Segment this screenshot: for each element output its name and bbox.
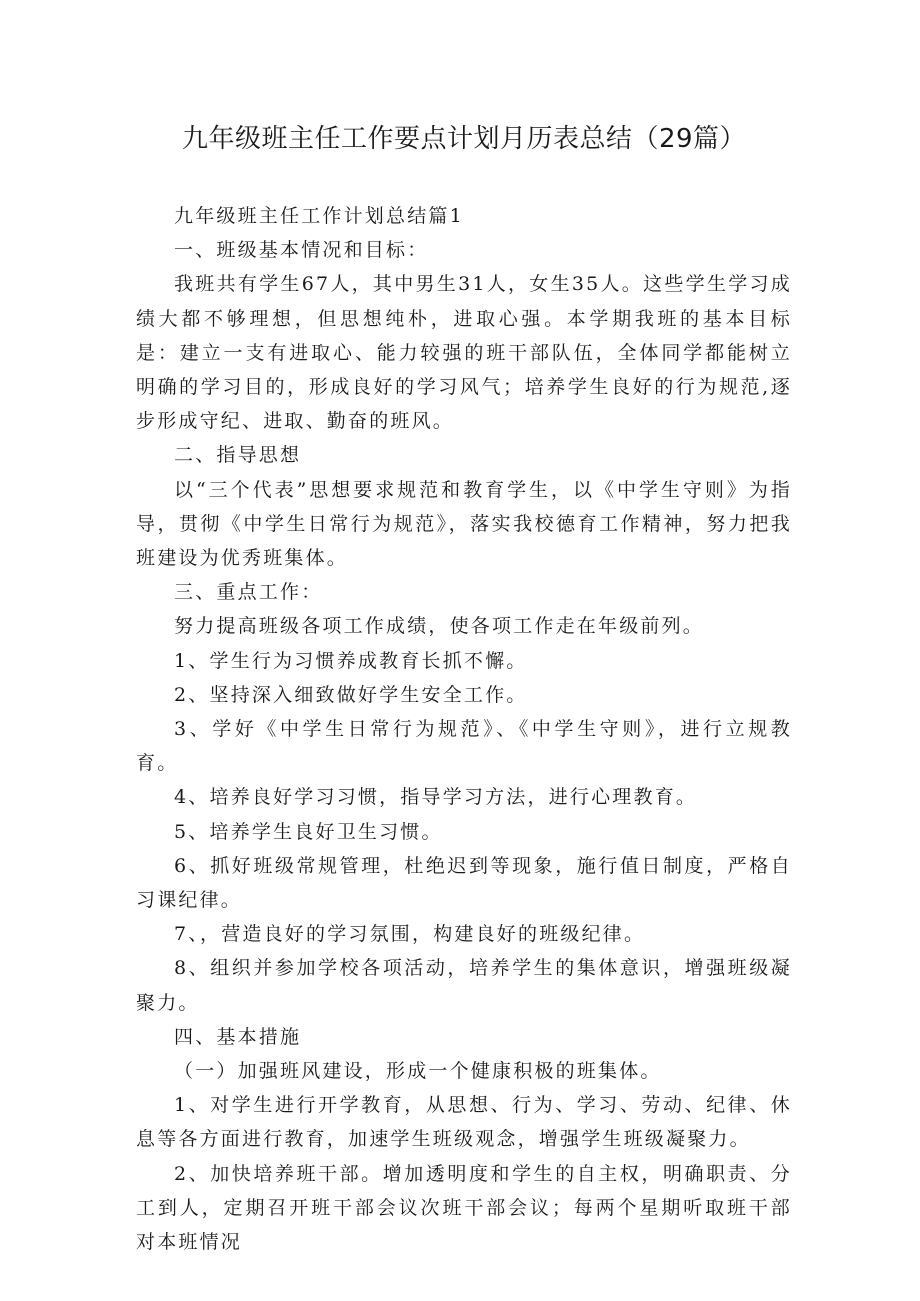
paragraph: 我班共有学生67人，其中男生31人，女生35人。这些学生学习成绩大都不够理想，但思想纯朴，进取心强。本学期我班的基本目标是：建立一支有进取心、能力较强的班干部队伍，全体同学都能树立明确的学习目的，形成良好的学习风气；培养学生良好的行为规范,逐步形成守纪、进取、勤奋的班风。 bbox=[136, 273, 792, 433]
list-item: 7、，营造良好的学习氛围，构建良好的班级纪律。 bbox=[174, 923, 646, 946]
subheading: 二、指导思想 bbox=[174, 444, 302, 467]
document-title: 九年级班主任工作要点计划月历表总结（29篇） bbox=[181, 124, 747, 154]
list-item: 4、培养良好学习习惯，指导学习方法，进行心理教育。 bbox=[174, 786, 698, 809]
list-item: 2、坚持深入细致做好学生安全工作。 bbox=[174, 683, 528, 706]
subheading: 四、基本措施 bbox=[174, 1025, 302, 1048]
paragraph: 以“三个代表”思想要求规范和教育学生，以《中学生守则》为指导，贯彻《中学生日常行为规范》，落实我校德育工作精神，努力把我班建设为优秀班集体。 bbox=[136, 478, 792, 570]
list-item: 3、学好《中学生日常行为规范》、《中学生守则》，进行立规教育。 bbox=[136, 718, 792, 775]
subheading: 三、重点工作： bbox=[174, 581, 323, 604]
list-item: 1、对学生进行开学教育，从思想、行为、学习、劳动、纪律、休息等各方面进行教育，加速学生班级观念，增强学生班级凝聚力。 bbox=[136, 1094, 792, 1151]
document-body bbox=[136, 199, 792, 1259]
list-item: 2、加快培养班干部。增加透明度和学生的自主权，明确职责、分工到人，定期召开班干部会议次班干部会议；每两个星期听取班干部对本班情况 bbox=[136, 1162, 792, 1254]
section-heading: 九年级班主任工作计划总结篇1 bbox=[174, 205, 464, 227]
paragraph: 努力提高班级各项工作成绩，使各项工作走在年级前列。 bbox=[174, 615, 705, 638]
subheading: （一）加强班风建设，形成一个健康积极的班集体。 bbox=[174, 1060, 662, 1083]
list-item: 1、学生行为习惯养成教育长抓不懈。 bbox=[174, 649, 528, 672]
list-item: 8、组织并参加学校各项活动，培养学生的集体意识，增强班级凝聚力。 bbox=[136, 957, 792, 1014]
list-item: 5、培养学生良好卫生习惯。 bbox=[174, 820, 443, 843]
subheading: 一、班级基本情况和目标： bbox=[174, 239, 429, 262]
list-item: 6、抓好班级常规管理，杜绝迟到等现象，施行值日制度，严格自习课纪律。 bbox=[136, 854, 792, 912]
